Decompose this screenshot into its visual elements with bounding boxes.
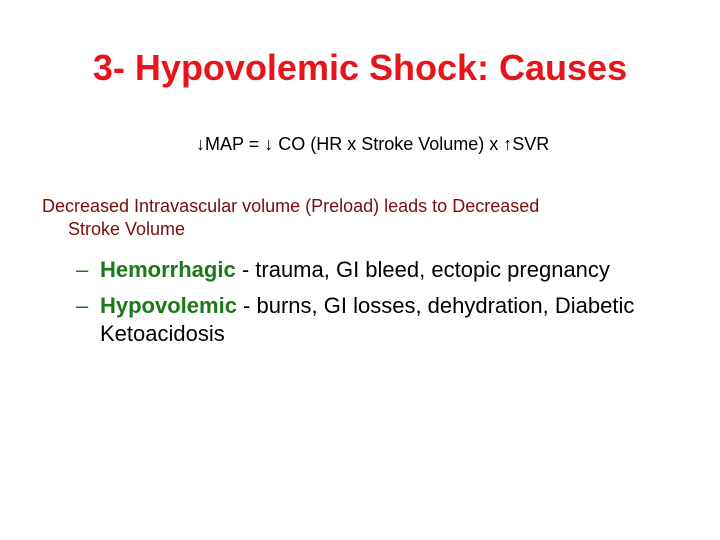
intro-line-1: Decreased Intravascular volume (Preload) leads to Decreased [42, 196, 540, 216]
intro-line-2: Stroke Volume [68, 219, 186, 239]
slide-title: 3- Hypovolemic Shock: Causes [92, 47, 628, 88]
cause-description: - burns, GI losses, dehydration, Diabetic Ketoacidosis [100, 293, 635, 346]
intro-paragraph [42, 195, 672, 241]
cause-list [76, 256, 676, 356]
cause-term: Hemorrhagic [100, 257, 236, 282]
cause-item-hypovolemic [76, 292, 676, 348]
cause-term: Hypovolemic [100, 293, 237, 318]
dash-bullet-icon: – [76, 257, 89, 282]
dash-bullet-icon: – [76, 293, 89, 318]
cause-description: - trauma, GI bleed, ectopic pregnancy [235, 257, 610, 282]
map-formula: ↓MAP = ↓ CO (HR x Stroke Volume) x ↑SVR [196, 134, 550, 154]
cause-item-hemorrhagic [76, 256, 676, 284]
